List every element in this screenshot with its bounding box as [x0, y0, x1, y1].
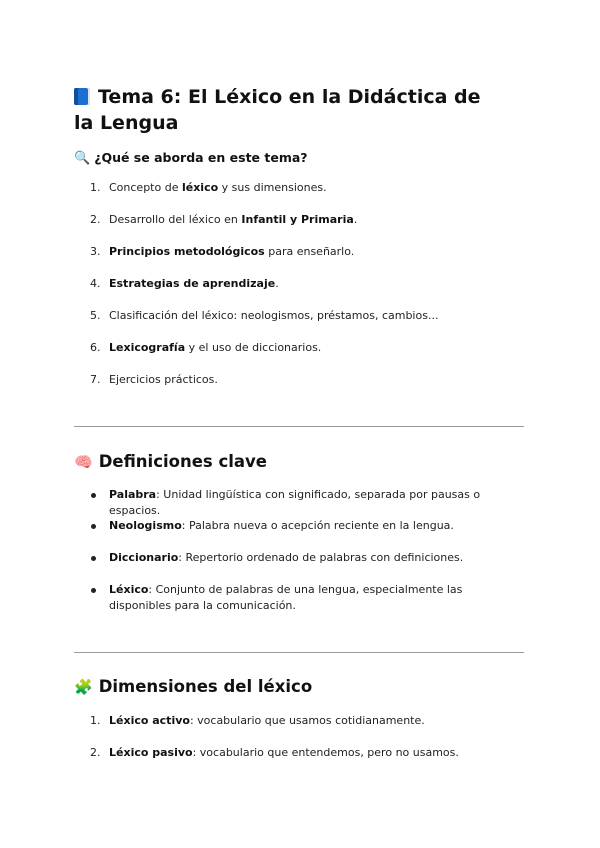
- book-icon: [74, 88, 90, 105]
- bullet-icon: [91, 556, 96, 561]
- magnifier-icon: 🔍: [74, 151, 91, 166]
- bullet-icon: [91, 588, 96, 593]
- bullet-icon: [91, 493, 96, 498]
- brain-icon: 🧠: [74, 453, 93, 471]
- document-page: Tema 6: El Léxico en la Didáctica de la Lengua 🔍 ¿Qué se aborda en este tema? 1. Concepto de léxico y sus dimensiones. 2. Desarrollo del léxico en Infantil y Primaria. 3. Principios metodológicos para enseñarlo. 4. Estrategias de aprendizaje. 5. Clasificación del léxico: neologismos, préstamos, cambios... 6. Lexicografía y el uso de diccionarios. 7. Ejercicios prácticos. 🧠 Definiciones clave Palabra: Unidad lingüística con significado, separada por pausas o espacios. Neologismo: Palabra nueva o acepción reciente en la lengua. Diccionario: Repertorio ordenado de palabras con definiciones. Léxico: Conjunto de palabras de una lengua, especialmente las disponibles para la comunicación. 🧩 Dimensiones del léxico 1. Léxico activo: vocabulario que usamos cotidianamente. 2. Léxico pasivo: vocabulario que entendemos, pero no usamos.: [0, 0, 600, 848]
- section-divider: [74, 652, 524, 653]
- definitions-heading: 🧠 Definiciones clave: [74, 452, 267, 471]
- puzzle-icon: 🧩: [74, 678, 93, 696]
- dimensions-heading: 🧩 Dimensiones del léxico: [74, 677, 313, 696]
- bullet-icon: [91, 524, 96, 529]
- page-title: Tema 6: El Léxico en la Didáctica de la Lengua: [74, 86, 481, 134]
- topics-heading: 🔍 ¿Qué se aborda en este tema?: [74, 150, 308, 166]
- section-divider: [74, 426, 524, 427]
